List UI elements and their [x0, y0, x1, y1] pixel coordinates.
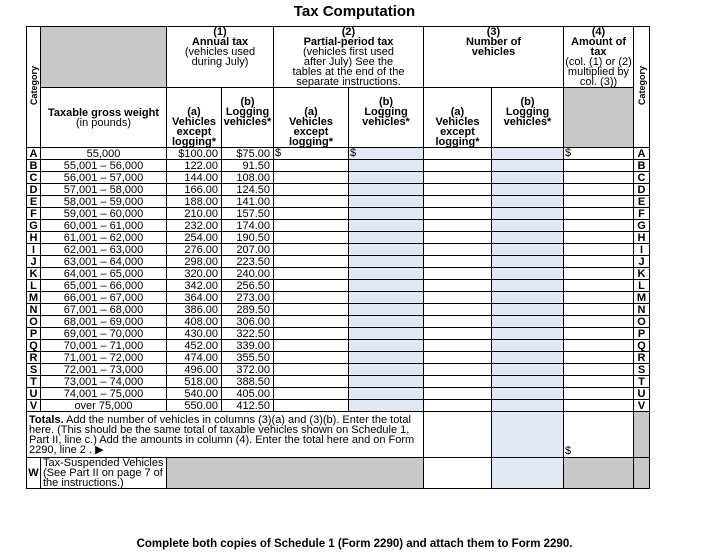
category-letter-right: H — [634, 232, 650, 244]
table-row — [27, 244, 650, 256]
annual-tax-logging: 223.50 — [222, 256, 274, 268]
category-letter-right: L — [634, 280, 650, 292]
vehicles-logging-field[interactable] — [492, 196, 564, 208]
col4-header: (4) Amount of tax (col. (1) or (2) multiplied by col. (3)) — [565, 26, 632, 88]
annual-tax-logging: 412.50 — [222, 400, 274, 412]
annual-tax-non-logging: 122.00 — [167, 160, 222, 172]
table-row — [27, 220, 650, 232]
category-letter-right: T — [634, 376, 650, 388]
vehicles-logging-field[interactable] — [492, 352, 564, 364]
vehicles-logging-field[interactable] — [492, 316, 564, 328]
taxable-weight: 74,001 – 75,000 — [41, 388, 167, 400]
taxable-weight: 55,000 — [41, 148, 167, 160]
category-letter-right: I — [634, 244, 650, 256]
taxable-weight: 66,001 – 67,000 — [41, 292, 167, 304]
col2b-header: (b) Logging vehicles* — [349, 88, 424, 148]
category-letter: G — [27, 220, 41, 232]
table-row — [27, 400, 650, 412]
col2-header: (2) Partial-period tax (vehicles first used after July) See the tables at the end of the separate instructions. — [274, 27, 424, 88]
totals-instructions: Totals. Add the number of vehicles in columns (3)(a) and (3)(b). Enter the total here. (This should be the same total of taxable vehicles shown on Schedule 1, Part II, line c.) Add the amounts in column (4). Enter the total here and on Form 2290, line 2 . ▶ — [27, 412, 424, 458]
partial-tax-logging-field[interactable] — [349, 196, 424, 208]
annual-tax-non-logging: 496.00 — [167, 364, 222, 376]
col3a-header: (a) Vehicles except logging* — [424, 88, 492, 148]
taxable-weight: 60,001 – 61,000 — [41, 220, 167, 232]
partial-tax-non-logging-field[interactable] — [274, 172, 349, 184]
amount-of-tax-field[interactable] — [564, 388, 634, 400]
partial-tax-logging-field[interactable] — [349, 328, 424, 340]
partial-tax-logging-field[interactable] — [349, 172, 424, 184]
col1-header: (1) Annual tax (vehicles used during July) — [167, 27, 274, 88]
dollar-sign: $ — [565, 147, 572, 159]
annual-tax-non-logging: 550.00 — [167, 400, 222, 412]
annual-tax-logging: 355.50 — [222, 352, 274, 364]
amount-of-tax-field[interactable] — [564, 316, 634, 328]
total-vehicles-non-logging-field[interactable] — [424, 412, 492, 458]
annual-tax-logging: 108.00 — [222, 172, 274, 184]
annual-tax-non-logging: 342.00 — [167, 280, 222, 292]
vehicles-logging-field[interactable] — [492, 376, 564, 388]
category-letter: S — [27, 364, 41, 376]
category-letter-right: N — [634, 304, 650, 316]
col4-header-gray — [564, 88, 634, 148]
partial-tax-logging-field[interactable] — [349, 364, 424, 376]
partial-tax-logging-field[interactable] — [349, 376, 424, 388]
taxable-weight: 64,001 – 65,000 — [41, 268, 167, 280]
annual-tax-logging: 124.50 — [222, 184, 274, 196]
weight-header-gray — [41, 27, 167, 88]
amount-of-tax-field[interactable] — [564, 292, 634, 304]
totals-row — [27, 412, 650, 458]
vehicles-non-logging-field[interactable] — [424, 196, 492, 208]
vehicles-logging-field[interactable] — [492, 400, 564, 412]
dollar-sign: $ — [565, 445, 572, 457]
partial-tax-non-logging-field[interactable] — [274, 244, 349, 256]
category-letter: P — [27, 328, 41, 340]
vehicles-logging-field[interactable] — [492, 256, 564, 268]
table-row — [27, 352, 650, 364]
amount-of-tax-field[interactable] — [564, 244, 634, 256]
table-row — [27, 208, 650, 220]
vehicles-logging-field[interactable] — [492, 388, 564, 400]
tax-suspended-label: Tax-Suspended Vehicles (See Part II on page 7 of the instructions.) — [41, 458, 167, 489]
category-letter-right: F — [634, 208, 650, 220]
suspended-vehicles-non-logging-field[interactable] — [424, 458, 492, 489]
amount-of-tax-field[interactable] — [564, 304, 634, 316]
partial-tax-non-logging-field[interactable] — [274, 196, 349, 208]
partial-tax-logging-field[interactable] — [349, 400, 424, 412]
annual-tax-non-logging: $100.00 — [167, 148, 222, 160]
partial-tax-logging-field[interactable] — [349, 160, 424, 172]
vehicles-non-logging-field[interactable] — [424, 244, 492, 256]
table-row — [27, 280, 650, 292]
taxable-weight: 72,001 – 73,000 — [41, 364, 167, 376]
category-letter: D — [27, 184, 41, 196]
col1a-header: (a) Vehicles except logging* — [167, 88, 222, 148]
dollar-sign: $ — [275, 147, 282, 159]
vehicles-logging-field[interactable] — [492, 292, 564, 304]
category-letter-right: B — [634, 160, 650, 172]
total-vehicles-logging-field[interactable] — [492, 412, 564, 458]
category-letter-right: Q — [634, 340, 650, 352]
taxable-weight-header: Taxable gross weight (in pounds) — [41, 88, 167, 148]
taxable-weight: 55,001 – 56,000 — [41, 160, 167, 172]
category-letter-right: O — [634, 316, 650, 328]
category-letter: E — [27, 196, 41, 208]
partial-tax-logging-field[interactable] — [349, 340, 424, 352]
col3b-header: (b) Logging vehicles* — [492, 88, 564, 148]
taxable-weight: 59,001 – 60,000 — [41, 208, 167, 220]
vehicles-logging-field[interactable] — [492, 160, 564, 172]
category-letter: J — [27, 256, 41, 268]
vehicles-non-logging-field[interactable] — [424, 316, 492, 328]
annual-tax-logging: 207.00 — [222, 244, 274, 256]
amount-of-tax-field[interactable] — [564, 364, 634, 376]
annual-tax-non-logging: 298.00 — [167, 256, 222, 268]
annual-tax-logging: $75.00 — [222, 148, 274, 160]
annual-tax-non-logging: 364.00 — [167, 292, 222, 304]
amount-of-tax-field[interactable] — [564, 340, 634, 352]
table-row — [27, 292, 650, 304]
partial-tax-non-logging-field[interactable] — [274, 184, 349, 196]
table-row — [27, 340, 650, 352]
vehicles-logging-field[interactable] — [492, 208, 564, 220]
partial-tax-non-logging-field[interactable] — [274, 268, 349, 280]
vehicles-logging-field[interactable] — [492, 184, 564, 196]
partial-tax-non-logging-field[interactable] — [274, 316, 349, 328]
table-row — [27, 364, 650, 376]
taxable-weight: 57,001 – 58,000 — [41, 184, 167, 196]
taxable-weight: 62,001 – 63,000 — [41, 244, 167, 256]
category-letter-right: V — [634, 400, 650, 412]
annual-tax-non-logging: 452.00 — [167, 340, 222, 352]
taxable-weight: 65,001 – 66,000 — [41, 280, 167, 292]
vehicles-non-logging-field[interactable] — [424, 220, 492, 232]
annual-tax-logging: 157.50 — [222, 208, 274, 220]
annual-tax-non-logging: 144.00 — [167, 172, 222, 184]
annual-tax-non-logging: 474.00 — [167, 352, 222, 364]
taxable-weight: over 75,000 — [41, 400, 167, 412]
category-letter: N — [27, 304, 41, 316]
partial-tax-non-logging-field[interactable] — [274, 328, 349, 340]
partial-tax-non-logging-field[interactable] — [274, 292, 349, 304]
partial-tax-non-logging-field[interactable] — [274, 232, 349, 244]
vehicles-non-logging-field[interactable] — [424, 208, 492, 220]
category-letter-right: S — [634, 364, 650, 376]
annual-tax-non-logging: 232.00 — [167, 220, 222, 232]
annual-tax-non-logging: 386.00 — [167, 304, 222, 316]
table-row — [27, 316, 650, 328]
amount-of-tax-field[interactable] — [564, 232, 634, 244]
page-footer: Complete both copies of Schedule 1 (Form 2290) and attach them to Form 2290. — [136, 538, 573, 550]
partial-tax-non-logging-field[interactable] — [274, 304, 349, 316]
taxable-weight: 56,001 – 57,000 — [41, 172, 167, 184]
taxable-weight: 71,001 – 72,000 — [41, 352, 167, 364]
table-row — [27, 256, 650, 268]
table-row — [27, 232, 650, 244]
table-row — [27, 376, 650, 388]
suspended-amount-gray — [564, 458, 634, 489]
table-row — [27, 148, 650, 160]
table-row — [27, 304, 650, 316]
category-header-left: Category — [27, 27, 41, 148]
amount-of-tax-field[interactable] — [564, 208, 634, 220]
vehicles-logging-field[interactable] — [492, 220, 564, 232]
category-letter-right: C — [634, 172, 650, 184]
vehicles-non-logging-field[interactable] — [424, 160, 492, 172]
category-letter: A — [27, 148, 41, 160]
category-letter-right: A — [634, 148, 650, 160]
vehicles-logging-field[interactable] — [492, 172, 564, 184]
amount-of-tax-field[interactable] — [564, 256, 634, 268]
annual-tax-logging: 405.00 — [222, 388, 274, 400]
vehicles-non-logging-field[interactable] — [424, 364, 492, 376]
amount-of-tax-field[interactable] — [564, 160, 634, 172]
annual-tax-logging: 372.00 — [222, 364, 274, 376]
annual-tax-logging: 322.50 — [222, 328, 274, 340]
category-letter-right: E — [634, 196, 650, 208]
partial-tax-logging-field[interactable] — [349, 352, 424, 364]
category-letter-right: U — [634, 388, 650, 400]
partial-tax-logging-field[interactable] — [349, 184, 424, 196]
amount-of-tax-field[interactable] — [564, 352, 634, 364]
annual-tax-logging: 339.00 — [222, 340, 274, 352]
total-amount-of-tax-field[interactable] — [564, 412, 634, 458]
annual-tax-logging: 289.50 — [222, 304, 274, 316]
category-letter: R — [27, 352, 41, 364]
amount-of-tax-field[interactable] — [564, 184, 634, 196]
vehicles-logging-field[interactable] — [492, 280, 564, 292]
table-row — [27, 184, 650, 196]
vehicles-non-logging-field[interactable] — [424, 376, 492, 388]
category-header-right: Category — [634, 27, 650, 148]
vehicles-logging-field[interactable] — [492, 328, 564, 340]
partial-tax-logging-field[interactable] — [349, 244, 424, 256]
partial-tax-logging-field[interactable] — [349, 232, 424, 244]
annual-tax-logging: 190.50 — [222, 232, 274, 244]
partial-tax-non-logging-field[interactable] — [274, 352, 349, 364]
vehicles-logging-field[interactable] — [492, 268, 564, 280]
category-letter: F — [27, 208, 41, 220]
category-letter-right: D — [634, 184, 650, 196]
page-title: Tax Computation — [293, 3, 416, 20]
vehicles-non-logging-field[interactable] — [424, 232, 492, 244]
category-letter: H — [27, 232, 41, 244]
annual-tax-non-logging: 210.00 — [167, 208, 222, 220]
tax-suspended-row — [27, 458, 650, 489]
taxable-weight: 63,001 – 64,000 — [41, 256, 167, 268]
category-letter: K — [27, 268, 41, 280]
partial-tax-logging-field[interactable] — [349, 304, 424, 316]
category-letter: I — [27, 244, 41, 256]
amount-of-tax-field[interactable] — [564, 268, 634, 280]
taxable-weight: 73,001 – 74,000 — [41, 376, 167, 388]
category-letter-right: G — [634, 220, 650, 232]
taxable-weight: 69,001 – 70,000 — [41, 328, 167, 340]
vehicles-non-logging-field[interactable] — [424, 400, 492, 412]
partial-tax-logging-field[interactable] — [349, 208, 424, 220]
category-letter-right: R — [634, 352, 650, 364]
vehicles-logging-field[interactable] — [492, 232, 564, 244]
annual-tax-non-logging: 430.00 — [167, 328, 222, 340]
annual-tax-non-logging: 320.00 — [167, 268, 222, 280]
amount-of-tax-field[interactable] — [564, 400, 634, 412]
vehicles-non-logging-field[interactable] — [424, 148, 492, 160]
vehicles-logging-field[interactable] — [492, 148, 564, 160]
category-letter: V — [27, 400, 41, 412]
partial-tax-non-logging-field[interactable] — [274, 388, 349, 400]
annual-tax-non-logging: 540.00 — [167, 388, 222, 400]
table-row — [27, 328, 650, 340]
category-letter: Q — [27, 340, 41, 352]
table-row — [27, 160, 650, 172]
vehicles-non-logging-field[interactable] — [424, 304, 492, 316]
partial-tax-non-logging-field[interactable] — [274, 208, 349, 220]
annual-tax-logging: 273.00 — [222, 292, 274, 304]
partial-tax-logging-field[interactable] — [349, 388, 424, 400]
category-letter: O — [27, 316, 41, 328]
partial-tax-non-logging-field[interactable] — [274, 376, 349, 388]
annual-tax-non-logging: 276.00 — [167, 244, 222, 256]
annual-tax-logging: 174.00 — [222, 220, 274, 232]
partial-tax-logging-field[interactable] — [349, 280, 424, 292]
partial-tax-non-logging-field[interactable] — [274, 256, 349, 268]
tax-suspended-gray-area — [167, 458, 424, 489]
vehicles-non-logging-field[interactable] — [424, 280, 492, 292]
vehicles-non-logging-field[interactable] — [424, 388, 492, 400]
amount-of-tax-field[interactable] — [564, 376, 634, 388]
taxable-weight: 68,001 – 69,000 — [41, 316, 167, 328]
amount-of-tax-field[interactable] — [564, 220, 634, 232]
vehicles-logging-field[interactable] — [492, 244, 564, 256]
annual-tax-non-logging: 188.00 — [167, 196, 222, 208]
amount-of-tax-field[interactable] — [564, 280, 634, 292]
vehicles-non-logging-field[interactable] — [424, 352, 492, 364]
annual-tax-logging: 141.00 — [222, 196, 274, 208]
partial-tax-non-logging-field[interactable] — [274, 280, 349, 292]
vehicles-logging-field[interactable] — [492, 340, 564, 352]
annual-tax-non-logging: 254.00 — [167, 232, 222, 244]
vehicles-logging-field[interactable] — [492, 304, 564, 316]
annual-tax-logging: 240.00 — [222, 268, 274, 280]
taxable-weight: 58,001 – 59,000 — [41, 196, 167, 208]
category-letter: C — [27, 172, 41, 184]
category-letter-w: W — [27, 458, 41, 489]
vehicles-non-logging-field[interactable] — [424, 292, 492, 304]
vehicles-non-logging-field[interactable] — [424, 184, 492, 196]
taxable-weight: 70,001 – 71,000 — [41, 340, 167, 352]
partial-tax-non-logging-field[interactable] — [274, 340, 349, 352]
vehicles-non-logging-field[interactable] — [424, 340, 492, 352]
table-row — [27, 388, 650, 400]
tax-computation-table — [26, 26, 650, 489]
category-letter: L — [27, 280, 41, 292]
partial-tax-non-logging-field[interactable] — [274, 364, 349, 376]
partial-tax-logging-field[interactable] — [349, 148, 424, 160]
partial-tax-logging-field[interactable] — [349, 220, 424, 232]
table-row — [27, 172, 650, 184]
partial-tax-logging-field[interactable] — [349, 316, 424, 328]
table-row — [27, 196, 650, 208]
suspended-right-gray — [634, 458, 650, 489]
vehicles-non-logging-field[interactable] — [424, 268, 492, 280]
vehicles-non-logging-field[interactable] — [424, 172, 492, 184]
annual-tax-non-logging: 166.00 — [167, 184, 222, 196]
partial-tax-logging-field[interactable] — [349, 268, 424, 280]
amount-of-tax-field[interactable] — [564, 172, 634, 184]
col2a-header: (a) Vehicles except logging* — [274, 88, 349, 148]
amount-of-tax-field[interactable] — [564, 148, 634, 160]
category-letter: B — [27, 160, 41, 172]
partial-tax-logging-field[interactable] — [349, 256, 424, 268]
vehicles-non-logging-field[interactable] — [424, 328, 492, 340]
partial-tax-non-logging-field[interactable] — [274, 160, 349, 172]
table-row — [27, 268, 650, 280]
annual-tax-non-logging: 408.00 — [167, 316, 222, 328]
annual-tax-logging: 256.50 — [222, 280, 274, 292]
annual-tax-logging: 388.50 — [222, 376, 274, 388]
taxable-weight: 61,001 – 62,000 — [41, 232, 167, 244]
category-letter-right: J — [634, 256, 650, 268]
vehicles-non-logging-field[interactable] — [424, 256, 492, 268]
category-letter-right: P — [634, 328, 650, 340]
annual-tax-logging: 91.50 — [222, 160, 274, 172]
annual-tax-logging: 306.00 — [222, 316, 274, 328]
category-letter-right: K — [634, 268, 650, 280]
category-letter: T — [27, 376, 41, 388]
category-letter: M — [27, 292, 41, 304]
amount-of-tax-field[interactable] — [564, 196, 634, 208]
category-letter: U — [27, 388, 41, 400]
dollar-sign: $ — [350, 147, 357, 159]
category-letter-right: M — [634, 292, 650, 304]
taxable-weight: 67,001 – 68,000 — [41, 304, 167, 316]
vehicles-logging-field[interactable] — [492, 364, 564, 376]
col3-header: (3) Number of vehicles — [424, 27, 564, 88]
partial-tax-non-logging-field[interactable] — [274, 220, 349, 232]
annual-tax-non-logging: 518.00 — [167, 376, 222, 388]
partial-tax-non-logging-field[interactable] — [274, 148, 349, 160]
col1b-header: (b) Logging vehicles* — [222, 88, 274, 148]
partial-tax-logging-field[interactable] — [349, 292, 424, 304]
amount-of-tax-field[interactable] — [564, 328, 634, 340]
suspended-vehicles-logging-field[interactable] — [492, 458, 564, 489]
partial-tax-non-logging-field[interactable] — [274, 400, 349, 412]
totals-right-gray — [634, 412, 650, 458]
